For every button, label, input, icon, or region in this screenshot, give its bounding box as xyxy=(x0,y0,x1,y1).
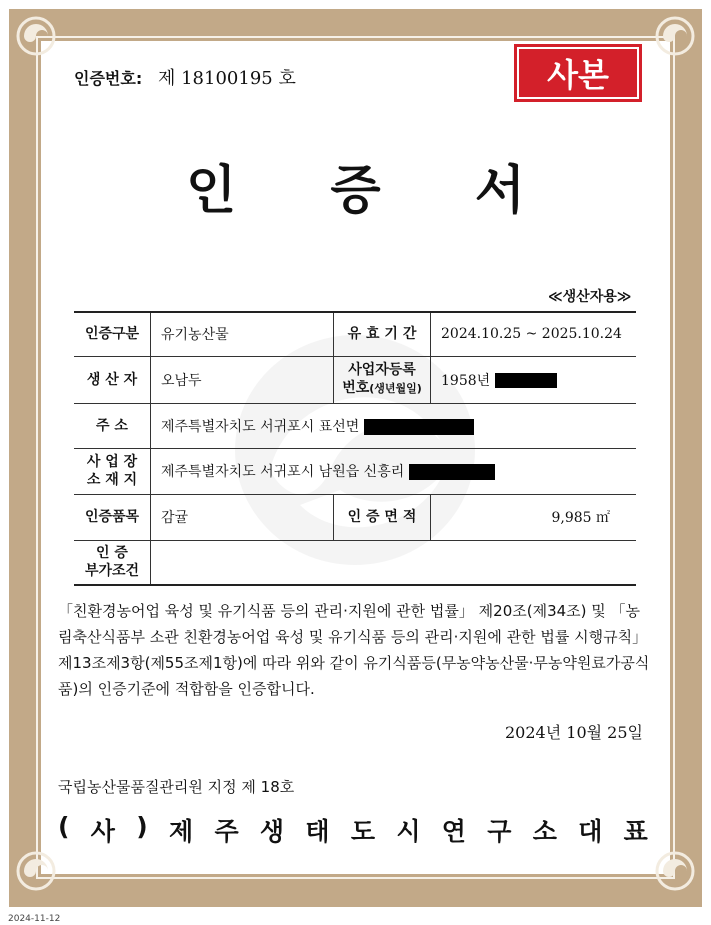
issuer-char: 주 xyxy=(214,817,239,846)
issuer-char: ( xyxy=(58,812,70,841)
biz-reg-cell xyxy=(431,356,637,403)
cert-number-label: 인증번호: xyxy=(74,69,143,88)
biz-reg-label-birth: (생년월일) xyxy=(369,382,422,395)
corner-ornament-icon xyxy=(14,14,58,58)
corner-ornament-icon xyxy=(653,14,697,58)
cert-category-label: 인증구분 xyxy=(74,312,151,356)
redaction-bar xyxy=(495,373,557,388)
designation-text: 국립농산물품질관리원 지정 제 18호 xyxy=(58,778,295,796)
area-value: 9,985 ㎡ xyxy=(431,494,637,540)
table-row xyxy=(74,540,636,585)
area-label: 인 증 면 적 xyxy=(334,494,431,540)
issuer-char: 도 xyxy=(350,817,375,846)
biz-reg-label-line2 xyxy=(334,379,430,398)
issuer-char: 연 xyxy=(441,817,466,846)
site-cell xyxy=(151,448,637,494)
condition-value xyxy=(151,540,637,585)
site-value: 제주특별자치도 서귀포시 남원읍 신흥리 xyxy=(161,464,405,480)
issuer-char: 소 xyxy=(532,817,557,846)
issuer-char: 태 xyxy=(305,817,330,846)
issuer-char: 생 xyxy=(259,817,285,846)
issuer-char: 표 xyxy=(623,817,648,846)
copy-stamp-text: 사본 xyxy=(517,47,639,99)
table-row xyxy=(74,312,636,356)
table-row xyxy=(74,448,636,494)
biz-reg-label-number: 번호 xyxy=(342,380,370,396)
address-cell xyxy=(151,403,637,448)
producer-value: 오남두 xyxy=(151,356,334,403)
issuer-char: 구 xyxy=(487,817,512,846)
condition-label-line2: 부가조건 xyxy=(84,563,140,580)
issuer-char: 제 xyxy=(168,817,194,846)
issuer-char: ) xyxy=(136,812,148,841)
table-row xyxy=(74,403,636,448)
address-value: 제주특별자치도 서귀포시 표선면 xyxy=(161,418,360,435)
issuer-name xyxy=(58,812,648,848)
site-label-line1: 사 업 장 xyxy=(86,454,138,470)
validity-value: 2024.10.25 ~ 2025.10.24 xyxy=(431,312,637,356)
footer-print-date: 2024-11-12 xyxy=(8,914,61,924)
biz-reg-value: 1958년 xyxy=(441,372,491,389)
issue-date: 2024년 10월 25일 xyxy=(505,723,643,742)
copy-stamp xyxy=(514,44,642,102)
certification-info-table xyxy=(74,311,636,586)
redaction-bar xyxy=(409,464,495,480)
redaction-bar xyxy=(364,419,474,435)
producer-label: 생 산 자 xyxy=(74,356,151,403)
table-row xyxy=(74,494,636,540)
cert-category-value: 유기농산물 xyxy=(151,312,334,356)
condition-label xyxy=(74,540,151,585)
certification-statement: 「친환경농어업 육성 및 유기식품 등의 관리·지원에 관한 법률」 제20조(제34조) 및 「농림축산식품부 소관 친환경농어업 육성 및 유기식품 등의 관리·지원에 관한 법률 시행규칙」 제13조제3항(제55조제1항)에 따라 위와 같이 유기식품등(무농약농산물·무농약원료가공식품)의 인증기준에 적합함을 인증합니다. xyxy=(58,602,650,698)
condition-label-line1: 인 증 xyxy=(96,545,128,562)
biz-reg-label xyxy=(334,356,431,403)
document-title: 인 증 서 xyxy=(186,161,563,221)
item-label: 인증품목 xyxy=(74,494,151,540)
site-label-line2: 소 재 지 xyxy=(86,472,138,488)
validity-label: 유 효 기 간 xyxy=(334,312,431,356)
issuer-char: 사 xyxy=(90,817,115,846)
biz-reg-label-line1: 사업자등록 xyxy=(348,362,416,378)
table-row xyxy=(74,356,636,403)
purpose-label: ≪생산자용≫ xyxy=(548,289,632,305)
site-label xyxy=(74,448,151,494)
item-value: 감귤 xyxy=(151,494,334,540)
cert-number-value: 제 18100195 호 xyxy=(158,68,296,89)
issuer-char: 시 xyxy=(396,817,421,846)
corner-ornament-icon xyxy=(14,849,58,893)
corner-ornament-icon xyxy=(653,849,697,893)
issuer-char: 대 xyxy=(578,817,603,846)
address-label: 주 소 xyxy=(74,403,151,448)
